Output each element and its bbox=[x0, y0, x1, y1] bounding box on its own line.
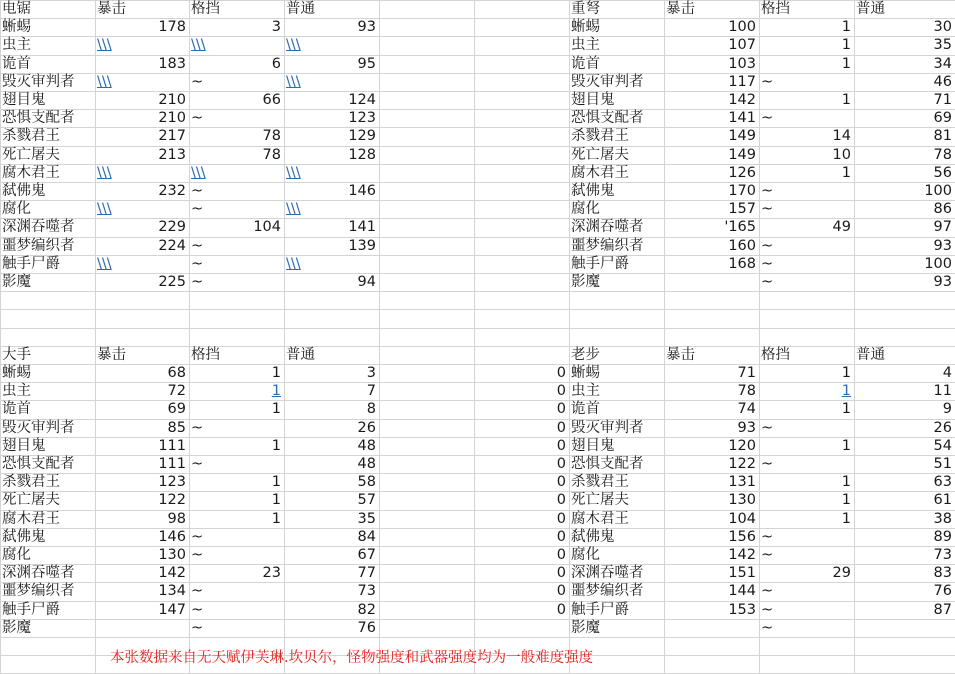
monster-name-cell[interactable]: 影魔 bbox=[571, 620, 600, 636]
value-cell[interactable] bbox=[664, 273, 759, 291]
value-cell[interactable]: 71 bbox=[933, 92, 952, 108]
value-cell[interactable]: ~ bbox=[761, 274, 774, 290]
value-cell[interactable]: ~ bbox=[191, 456, 204, 472]
monster-name-cell[interactable]: 腐化 bbox=[571, 547, 600, 563]
value-cell[interactable]: 224 bbox=[158, 238, 186, 254]
value-cell[interactable]: 8 bbox=[366, 401, 376, 417]
monster-name-cell[interactable]: 腐木君王 bbox=[571, 511, 629, 527]
value-cell[interactable]: 76 bbox=[933, 583, 952, 599]
value-cell[interactable]: 123 bbox=[348, 110, 376, 126]
value-cell[interactable]: 48 bbox=[357, 456, 376, 472]
value-cell[interactable]: 78 bbox=[737, 383, 756, 399]
value-cell[interactable]: \\\ bbox=[286, 165, 301, 181]
value-cell[interactable]: 126 bbox=[728, 165, 756, 181]
value-cell[interactable]: ~ bbox=[761, 110, 774, 126]
value-cell[interactable]: 63 bbox=[933, 474, 952, 490]
value-cell[interactable]: 74 bbox=[737, 401, 756, 417]
value-cell[interactable]: 1 bbox=[841, 511, 851, 527]
zero-value-cell[interactable]: 0 bbox=[556, 383, 566, 399]
monster-name-cell[interactable]: 毁灭审判者 bbox=[2, 420, 75, 436]
zero-value-cell[interactable]: 0 bbox=[556, 474, 566, 490]
monster-name-cell[interactable]: 触手尸爵 bbox=[571, 602, 629, 618]
table-title-cell[interactable]: 电锯 bbox=[2, 1, 31, 17]
monster-name-cell[interactable]: 杀戮君王 bbox=[2, 474, 60, 490]
monster-name-cell[interactable]: 深渊吞噬者 bbox=[2, 565, 75, 581]
value-cell[interactable]: ~ bbox=[191, 110, 204, 126]
value-cell[interactable]: 73 bbox=[933, 547, 952, 563]
value-cell[interactable]: 111 bbox=[158, 438, 186, 454]
value-cell[interactable]: ~ bbox=[761, 529, 774, 545]
value-cell[interactable]: ~ bbox=[761, 420, 774, 436]
value-cell[interactable]: 130 bbox=[158, 547, 186, 563]
value-cell[interactable]: 29 bbox=[832, 565, 851, 581]
value-cell[interactable]: 120 bbox=[728, 438, 756, 454]
value-cell[interactable]: 69 bbox=[933, 110, 952, 126]
monster-name-cell[interactable]: 腐化 bbox=[2, 547, 31, 563]
value-cell[interactable]: ~ bbox=[191, 547, 204, 563]
value-cell[interactable]: 141 bbox=[348, 219, 376, 235]
monster-name-cell[interactable]: 杀戮君王 bbox=[2, 128, 60, 144]
monster-name-cell[interactable]: 毁灭审判者 bbox=[571, 420, 644, 436]
value-cell[interactable]: 149 bbox=[728, 147, 756, 163]
value-cell[interactable] bbox=[664, 619, 759, 637]
value-cell[interactable]: 78 bbox=[262, 128, 281, 144]
value-cell[interactable]: 10 bbox=[832, 147, 851, 163]
value-cell[interactable]: 117 bbox=[728, 74, 756, 90]
value-cell[interactable]: '165 bbox=[724, 219, 756, 235]
monster-name-cell[interactable]: 毁灭审判者 bbox=[2, 74, 75, 90]
monster-name-cell[interactable]: 影魔 bbox=[2, 274, 31, 290]
value-cell[interactable]: 128 bbox=[348, 147, 376, 163]
value-cell[interactable]: 1 bbox=[841, 401, 851, 417]
zero-value-cell[interactable]: 0 bbox=[556, 365, 566, 381]
value-cell[interactable]: 82 bbox=[357, 602, 376, 618]
value-cell[interactable]: ~ bbox=[191, 274, 204, 290]
value-cell[interactable]: ~ bbox=[191, 201, 204, 217]
value-cell[interactable]: 142 bbox=[728, 92, 756, 108]
value-cell[interactable]: ~ bbox=[761, 547, 774, 563]
header-cell[interactable]: 暴击 bbox=[97, 1, 126, 17]
monster-name-cell[interactable]: 翅目鬼 bbox=[571, 438, 615, 454]
value-cell[interactable]: ~ bbox=[761, 183, 774, 199]
value-cell[interactable]: \\\ bbox=[286, 201, 301, 217]
value-cell[interactable]: 1 bbox=[841, 56, 851, 72]
value-cell[interactable]: \\\ bbox=[191, 37, 206, 53]
value-cell[interactable]: 67 bbox=[357, 547, 376, 563]
value-cell[interactable]: 147 bbox=[158, 602, 186, 618]
zero-value-cell[interactable]: 0 bbox=[556, 492, 566, 508]
value-cell[interactable]: 46 bbox=[933, 74, 952, 90]
zero-value-cell[interactable]: 0 bbox=[556, 547, 566, 563]
source-note: 本张数据来自无天赋伊芙琳.坎贝尔，怪物强度和武器强度均为一般难度强度 bbox=[110, 650, 594, 666]
value-cell[interactable]: 51 bbox=[933, 456, 952, 472]
value-cell[interactable]: 89 bbox=[933, 529, 952, 545]
value-cell[interactable]: 58 bbox=[357, 474, 376, 490]
value-cell[interactable]: 123 bbox=[158, 474, 186, 490]
value-cell[interactable]: 1 bbox=[271, 401, 281, 417]
value-cell[interactable]: \\\ bbox=[286, 37, 301, 53]
value-cell[interactable]: 61 bbox=[933, 492, 952, 508]
monster-name-cell[interactable]: 恐惧支配者 bbox=[571, 110, 644, 126]
monster-name-cell[interactable]: 虫主 bbox=[2, 37, 31, 53]
value-cell[interactable]: 124 bbox=[348, 92, 376, 108]
value-cell[interactable]: 93 bbox=[933, 238, 952, 254]
monster-name-cell[interactable]: 腐木君王 bbox=[2, 165, 60, 181]
value-cell[interactable]: 69 bbox=[167, 401, 186, 417]
monster-name-cell[interactable]: 弑佛鬼 bbox=[2, 183, 46, 199]
value-cell[interactable]: 1 bbox=[271, 365, 281, 381]
value-cell[interactable]: 3 bbox=[366, 365, 376, 381]
value-cell[interactable]: 66 bbox=[262, 92, 281, 108]
monster-name-cell[interactable]: 杀戮君王 bbox=[571, 474, 629, 490]
value-cell[interactable] bbox=[95, 619, 189, 637]
value-cell[interactable]: 1 bbox=[841, 438, 851, 454]
header-cell[interactable]: 暴击 bbox=[666, 347, 695, 363]
value-cell[interactable]: 210 bbox=[158, 92, 186, 108]
zero-value-cell[interactable]: 0 bbox=[556, 529, 566, 545]
zero-value-cell[interactable]: 0 bbox=[556, 420, 566, 436]
monster-name-cell[interactable]: 腐木君王 bbox=[571, 165, 629, 181]
value-cell[interactable]: 94 bbox=[357, 274, 376, 290]
value-cell[interactable]: 100 bbox=[728, 19, 756, 35]
value-cell[interactable]: 144 bbox=[728, 583, 756, 599]
value-cell[interactable]: 35 bbox=[357, 511, 376, 527]
value-cell[interactable]: 1 bbox=[271, 383, 281, 399]
monster-name-cell[interactable]: 杀戮君王 bbox=[571, 128, 629, 144]
monster-name-cell[interactable]: 腐化 bbox=[571, 201, 600, 217]
value-cell[interactable]: 98 bbox=[167, 511, 186, 527]
value-cell[interactable]: 26 bbox=[357, 420, 376, 436]
value-cell[interactable]: 146 bbox=[348, 183, 376, 199]
monster-name-cell[interactable]: 虫主 bbox=[2, 383, 31, 399]
value-cell[interactable]: 146 bbox=[158, 529, 186, 545]
value-cell[interactable]: 134 bbox=[158, 583, 186, 599]
value-cell[interactable]: 1 bbox=[841, 19, 851, 35]
value-cell[interactable]: 49 bbox=[832, 219, 851, 235]
monster-name-cell[interactable]: 影魔 bbox=[2, 620, 31, 636]
value-cell[interactable]: 73 bbox=[357, 583, 376, 599]
value-cell[interactable]: \\\ bbox=[286, 256, 301, 272]
value-cell[interactable]: 100 bbox=[924, 256, 952, 272]
value-cell[interactable]: 129 bbox=[348, 128, 376, 144]
value-cell[interactable]: 9 bbox=[942, 401, 952, 417]
value-cell[interactable]: ~ bbox=[191, 183, 204, 199]
monster-name-cell[interactable]: 翅目鬼 bbox=[571, 92, 615, 108]
value-cell[interactable]: 3 bbox=[271, 19, 281, 35]
value-cell[interactable]: 1 bbox=[271, 511, 281, 527]
value-cell[interactable]: 170 bbox=[728, 183, 756, 199]
table-title-cell[interactable]: 重弩 bbox=[571, 1, 600, 17]
zero-value-cell[interactable]: 0 bbox=[556, 583, 566, 599]
value-cell[interactable]: 168 bbox=[728, 256, 756, 272]
monster-name-cell[interactable]: 诡首 bbox=[2, 56, 31, 72]
zero-value-cell[interactable]: 0 bbox=[556, 401, 566, 417]
header-cell[interactable]: 暴击 bbox=[666, 1, 695, 17]
value-cell[interactable]: 48 bbox=[357, 438, 376, 454]
monster-name-cell[interactable]: 诡首 bbox=[2, 401, 31, 417]
header-cell[interactable]: 普通 bbox=[286, 1, 315, 17]
monster-name-cell[interactable]: 弑佛鬼 bbox=[2, 529, 46, 545]
monster-name-cell[interactable]: 触手尸爵 bbox=[571, 256, 629, 272]
monster-name-cell[interactable]: 深渊吞噬者 bbox=[2, 219, 75, 235]
monster-name-cell[interactable]: 虫主 bbox=[571, 383, 600, 399]
value-cell[interactable]: 141 bbox=[728, 110, 756, 126]
monster-name-cell[interactable]: 腐木君王 bbox=[2, 511, 60, 527]
value-cell[interactable]: 107 bbox=[728, 37, 756, 53]
monster-name-cell[interactable]: 蜥蜴 bbox=[2, 19, 31, 35]
table-title-cell[interactable]: 大手 bbox=[2, 347, 31, 363]
value-cell[interactable]: ~ bbox=[191, 238, 204, 254]
value-cell[interactable]: 103 bbox=[728, 56, 756, 72]
header-cell[interactable]: 普通 bbox=[856, 1, 885, 17]
value-cell[interactable]: ~ bbox=[191, 256, 204, 272]
monster-name-cell[interactable]: 恐惧支配者 bbox=[571, 456, 644, 472]
value-cell[interactable]: \\\ bbox=[97, 201, 112, 217]
value-cell[interactable]: 93 bbox=[737, 420, 756, 436]
value-cell[interactable]: ~ bbox=[191, 602, 204, 618]
value-cell[interactable]: 83 bbox=[933, 565, 952, 581]
zero-value-cell[interactable]: 0 bbox=[556, 438, 566, 454]
monster-name-cell[interactable]: 蜥蜴 bbox=[571, 365, 600, 381]
value-cell[interactable]: 72 bbox=[167, 383, 186, 399]
value-cell[interactable]: 6 bbox=[271, 56, 281, 72]
value-cell[interactable]: \\\ bbox=[97, 74, 112, 90]
value-cell[interactable]: 87 bbox=[933, 602, 952, 618]
value-cell[interactable]: 57 bbox=[357, 492, 376, 508]
monster-name-cell[interactable]: 弑佛鬼 bbox=[571, 183, 615, 199]
value-cell[interactable]: 131 bbox=[728, 474, 756, 490]
value-cell[interactable]: 95 bbox=[357, 56, 376, 72]
value-cell[interactable]: 7 bbox=[366, 383, 376, 399]
value-cell[interactable]: ~ bbox=[761, 583, 774, 599]
value-cell[interactable]: 78 bbox=[933, 147, 952, 163]
value-cell[interactable]: 217 bbox=[158, 128, 186, 144]
value-cell[interactable]: 232 bbox=[158, 183, 186, 199]
value-cell[interactable]: 213 bbox=[158, 147, 186, 163]
value-cell[interactable]: 56 bbox=[933, 165, 952, 181]
value-cell[interactable]: 14 bbox=[832, 128, 851, 144]
monster-name-cell[interactable]: 诡首 bbox=[571, 401, 600, 417]
value-cell[interactable]: 111 bbox=[158, 456, 186, 472]
monster-name-cell[interactable]: 噩梦编织者 bbox=[571, 583, 644, 599]
value-cell[interactable]: 97 bbox=[933, 219, 952, 235]
monster-name-cell[interactable]: 腐化 bbox=[2, 201, 31, 217]
monster-name-cell[interactable]: 蜥蜴 bbox=[571, 19, 600, 35]
value-cell[interactable]: ~ bbox=[761, 201, 774, 217]
monster-name-cell[interactable]: 影魔 bbox=[571, 274, 600, 290]
header-cell[interactable]: 普通 bbox=[286, 347, 315, 363]
value-cell[interactable]: 142 bbox=[728, 547, 756, 563]
value-cell[interactable]: ~ bbox=[761, 602, 774, 618]
value-cell[interactable]: 1 bbox=[841, 492, 851, 508]
value-cell[interactable]: 153 bbox=[728, 602, 756, 618]
table-title-cell[interactable]: 老步 bbox=[571, 347, 600, 363]
monster-name-cell[interactable]: 恐惧支配者 bbox=[2, 110, 75, 126]
value-cell[interactable]: ~ bbox=[191, 420, 204, 436]
value-cell[interactable]: 122 bbox=[728, 456, 756, 472]
value-cell[interactable]: 1 bbox=[271, 474, 281, 490]
value-cell[interactable]: 93 bbox=[933, 274, 952, 290]
value-cell[interactable]: \\\ bbox=[97, 37, 112, 53]
value-cell[interactable]: 1 bbox=[841, 165, 851, 181]
value-cell[interactable]: 104 bbox=[253, 219, 281, 235]
monster-name-cell[interactable]: 蜥蜴 bbox=[2, 365, 31, 381]
value-cell[interactable]: 225 bbox=[158, 274, 186, 290]
value-cell[interactable]: ~ bbox=[761, 620, 774, 636]
monster-name-cell[interactable]: 触手尸爵 bbox=[2, 256, 60, 272]
value-cell[interactable]: 26 bbox=[933, 420, 952, 436]
value-cell[interactable]: 149 bbox=[728, 128, 756, 144]
zero-value-cell[interactable]: 0 bbox=[556, 565, 566, 581]
monster-name-cell[interactable]: 噩梦编织者 bbox=[2, 583, 75, 599]
monster-name-cell[interactable]: 死亡屠夫 bbox=[2, 147, 60, 163]
value-cell[interactable]: 210 bbox=[158, 110, 186, 126]
monster-name-cell[interactable]: 翅目鬼 bbox=[2, 92, 46, 108]
monster-name-cell[interactable]: 死亡屠夫 bbox=[571, 492, 629, 508]
value-cell[interactable]: \\\ bbox=[286, 74, 301, 90]
monster-name-cell[interactable]: 死亡屠夫 bbox=[571, 147, 629, 163]
value-cell[interactable]: 77 bbox=[357, 565, 376, 581]
value-cell[interactable]: ~ bbox=[761, 256, 774, 272]
value-cell[interactable] bbox=[854, 619, 955, 637]
value-cell[interactable]: 104 bbox=[728, 511, 756, 527]
value-cell[interactable]: 130 bbox=[728, 492, 756, 508]
value-cell[interactable]: \\\ bbox=[191, 165, 206, 181]
monster-name-cell[interactable]: 噩梦编织者 bbox=[2, 238, 75, 254]
monster-name-cell[interactable]: 触手尸爵 bbox=[2, 602, 60, 618]
value-cell[interactable]: 76 bbox=[357, 620, 376, 636]
value-cell[interactable]: 142 bbox=[158, 565, 186, 581]
value-cell[interactable]: \\\ bbox=[97, 165, 112, 181]
zero-value-cell[interactable]: 0 bbox=[556, 602, 566, 618]
value-cell[interactable]: 23 bbox=[262, 565, 281, 581]
value-cell[interactable]: 54 bbox=[933, 438, 952, 454]
monster-name-cell[interactable]: 死亡屠夫 bbox=[2, 492, 60, 508]
value-cell[interactable]: 93 bbox=[357, 19, 376, 35]
value-cell[interactable]: ~ bbox=[191, 529, 204, 545]
monster-name-cell[interactable]: 噩梦编织者 bbox=[571, 238, 644, 254]
value-cell[interactable]: 71 bbox=[737, 365, 756, 381]
header-cell[interactable]: 格挡 bbox=[191, 1, 220, 17]
value-cell[interactable]: 157 bbox=[728, 201, 756, 217]
zero-value-cell[interactable]: 0 bbox=[556, 511, 566, 527]
value-cell[interactable]: 229 bbox=[158, 219, 186, 235]
value-cell[interactable]: 1 bbox=[271, 438, 281, 454]
value-cell[interactable]: 139 bbox=[348, 238, 376, 254]
value-cell[interactable]: 84 bbox=[357, 529, 376, 545]
monster-name-cell[interactable]: 恐惧支配者 bbox=[2, 456, 75, 472]
value-cell[interactable]: ~ bbox=[191, 74, 204, 90]
value-cell[interactable]: 183 bbox=[158, 56, 186, 72]
value-cell[interactable]: ~ bbox=[761, 456, 774, 472]
value-cell[interactable]: ~ bbox=[761, 74, 774, 90]
header-cell[interactable]: 暴击 bbox=[97, 347, 126, 363]
value-cell[interactable]: 35 bbox=[933, 37, 952, 53]
value-cell[interactable]: 78 bbox=[262, 147, 281, 163]
value-cell[interactable]: ~ bbox=[191, 620, 204, 636]
value-cell[interactable]: 122 bbox=[158, 492, 186, 508]
value-cell[interactable]: \\\ bbox=[97, 256, 112, 272]
monster-name-cell[interactable]: 深渊吞噬者 bbox=[571, 565, 644, 581]
header-cell[interactable]: 格挡 bbox=[191, 347, 220, 363]
value-cell[interactable]: 1 bbox=[841, 383, 851, 399]
value-cell[interactable]: 1 bbox=[841, 365, 851, 381]
value-cell[interactable]: ~ bbox=[761, 238, 774, 254]
value-cell[interactable]: 11 bbox=[933, 383, 952, 399]
monster-name-cell[interactable]: 弑佛鬼 bbox=[571, 529, 615, 545]
value-cell[interactable]: 38 bbox=[933, 511, 952, 527]
value-cell[interactable]: 30 bbox=[933, 19, 952, 35]
value-cell[interactable]: 160 bbox=[728, 238, 756, 254]
value-cell[interactable]: 178 bbox=[158, 19, 186, 35]
zero-value-cell[interactable]: 0 bbox=[556, 456, 566, 472]
value-cell[interactable]: 1 bbox=[841, 474, 851, 490]
value-cell[interactable]: 151 bbox=[728, 565, 756, 581]
monster-name-cell[interactable]: 诡首 bbox=[571, 56, 600, 72]
monster-name-cell[interactable]: 毁灭审判者 bbox=[571, 74, 644, 90]
value-cell[interactable]: 156 bbox=[728, 529, 756, 545]
value-cell[interactable]: 81 bbox=[933, 128, 952, 144]
value-cell[interactable]: 68 bbox=[167, 365, 186, 381]
value-cell[interactable]: ~ bbox=[191, 583, 204, 599]
value-cell[interactable]: 1 bbox=[271, 492, 281, 508]
value-cell[interactable]: 1 bbox=[841, 37, 851, 53]
value-cell[interactable]: 4 bbox=[942, 365, 952, 381]
header-cell[interactable]: 格挡 bbox=[761, 1, 790, 17]
value-cell[interactable]: 85 bbox=[167, 420, 186, 436]
monster-name-cell[interactable]: 翅目鬼 bbox=[2, 438, 46, 454]
monster-name-cell[interactable]: 深渊吞噬者 bbox=[571, 219, 644, 235]
header-cell[interactable]: 格挡 bbox=[761, 347, 790, 363]
value-cell[interactable]: 86 bbox=[933, 201, 952, 217]
value-cell[interactable]: 100 bbox=[924, 183, 952, 199]
value-cell[interactable]: 1 bbox=[841, 92, 851, 108]
monster-name-cell[interactable]: 虫主 bbox=[571, 37, 600, 53]
header-cell[interactable]: 普通 bbox=[856, 347, 885, 363]
value-cell[interactable]: 34 bbox=[933, 56, 952, 72]
